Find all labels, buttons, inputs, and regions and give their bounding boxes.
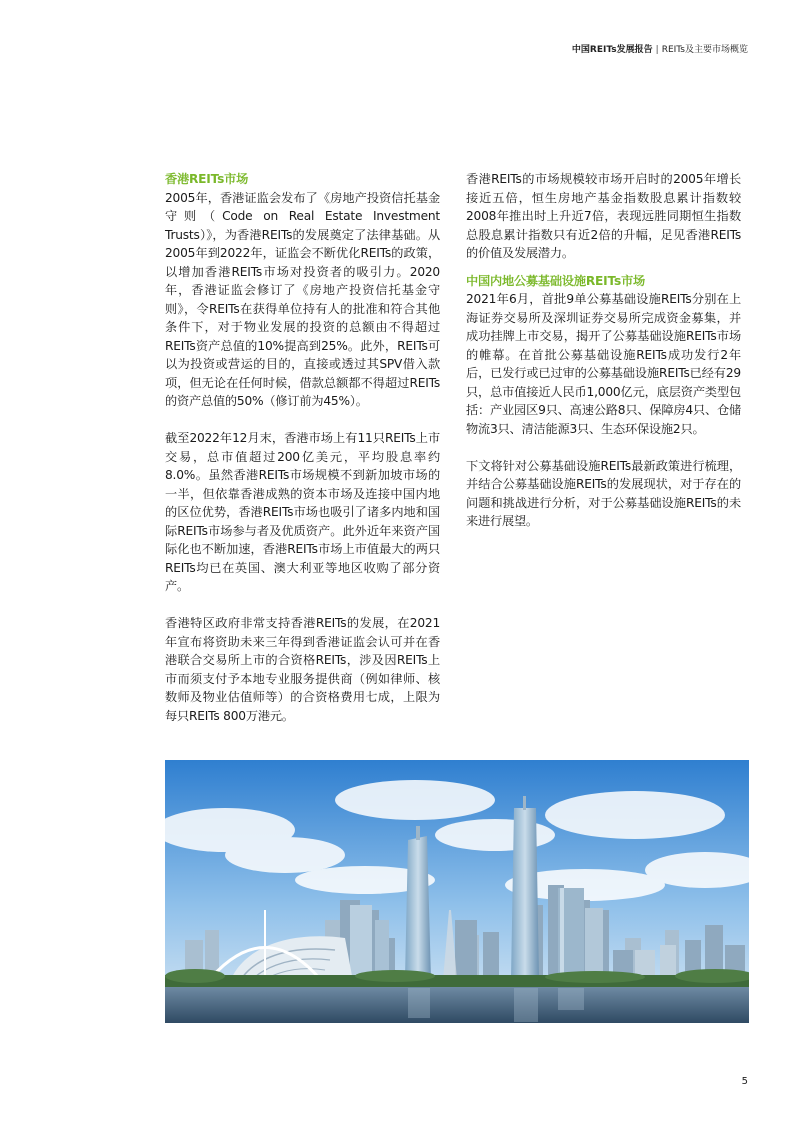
- hk-paragraph-2: 截至2022年12月末，香港市场上有11只REITs上市交易，总市值超过200亿美元，平均股息率约8.0%。虽然香港REITs市场规模不到新加坡市场的一半，但依靠香港成熟的资本市场及连接中国内地的区位优势，香港REITs市场也吸引了诸多内地和国际REITs市场参与者及优质资产。此外近年来资产国际化也不断加速，香港REITs市场上市值最大的两只REITs均已在英国、澳大利亚等地区收购了部分资产。: [165, 431, 440, 593]
- right-column: [466, 170, 741, 531]
- mainland-reits-heading: 中国内地公募基础设施REITs市场: [466, 273, 646, 288]
- left-column: [165, 170, 440, 725]
- section-title: REITs及主要市场概览: [661, 45, 748, 55]
- running-header: [572, 42, 748, 55]
- mainland-paragraph-1: 2021年6月，首批9单公募基础设施REITs分别在上海证券交易所及深圳证券交易所完成资金募集，并成功挂牌上市交易，揭开了公募基础设施REITs市场的帷幕。在首批公募基础设施REITs成功发行2年后，已发行或已过审的公募基础设施REITs已经有29只，总市值接近人民币1,000亿元，底层资产类型包括：产业园区9只、高速公路8只、保障房4只、仓储物流3只、清洁能源3只、生态环保设施2只。: [466, 292, 741, 436]
- hk-paragraph-1: 2005年，香港证监会发布了《房地产投资信托基金守则（Code on Real Estate Investment Trusts）》，为香港REITs的发展奠定了法律基础。从2005年到2022年，证监会不断优化REITs的政策，以增加香港REITs市场对投资者的吸引力。2020年，香港证监会修订了《房地产投资信托基金守则》，令REITs在获得单位持有人的批准和符合其他条件下，对于物业发展的投资的总额由不得超过REITs资产总值的10%提高到25%。此外，REITs可以为投资或营运的目的，直接或透过其SPV借入款项，但无论在任何时候，借款总额都不得超过REITs的资产总值的50%（修订前为45%）。: [165, 190, 440, 408]
- mainland-paragraph-2: 下文将针对公募基础设施REITs最新政策进行梳理，并结合公募基础设施REITs的发展现状，对于存在的问题和挑战进行分析，对于公募基础设施REITs的未来进行展望。: [466, 458, 741, 528]
- report-title: 中国REITs发展报告: [571, 45, 653, 55]
- page-number: 5: [741, 1076, 748, 1087]
- city-skyline-photo: [165, 760, 749, 1023]
- skyline-illustration: [165, 760, 749, 1023]
- hk-paragraph-3: 香港特区政府非常支持香港REITs的发展，在2021年宣布将资助未来三年得到香港证监会认可并在香港联合交易所上市的合资格REITs，涉及因REITs上市而须支付予本地专业服务提供商（例如律师、核数师及物业估值师等）的合资格费用七成，上限为每只REITs 800万港元。: [165, 616, 440, 723]
- header-separator: |: [655, 45, 659, 55]
- hk-continuation-paragraph: 香港REITs的市场规模较市场开启时的2005年增长接近五倍，恒生房地产基金指数股息累计指数较2008年推出时上升近7倍，表现远胜同期恒生指数总股息累计指数只有近2倍的升幅，足见香港REITs的价值及发展潜力。: [466, 172, 741, 260]
- hk-reits-heading: 香港REITs市场: [165, 172, 249, 186]
